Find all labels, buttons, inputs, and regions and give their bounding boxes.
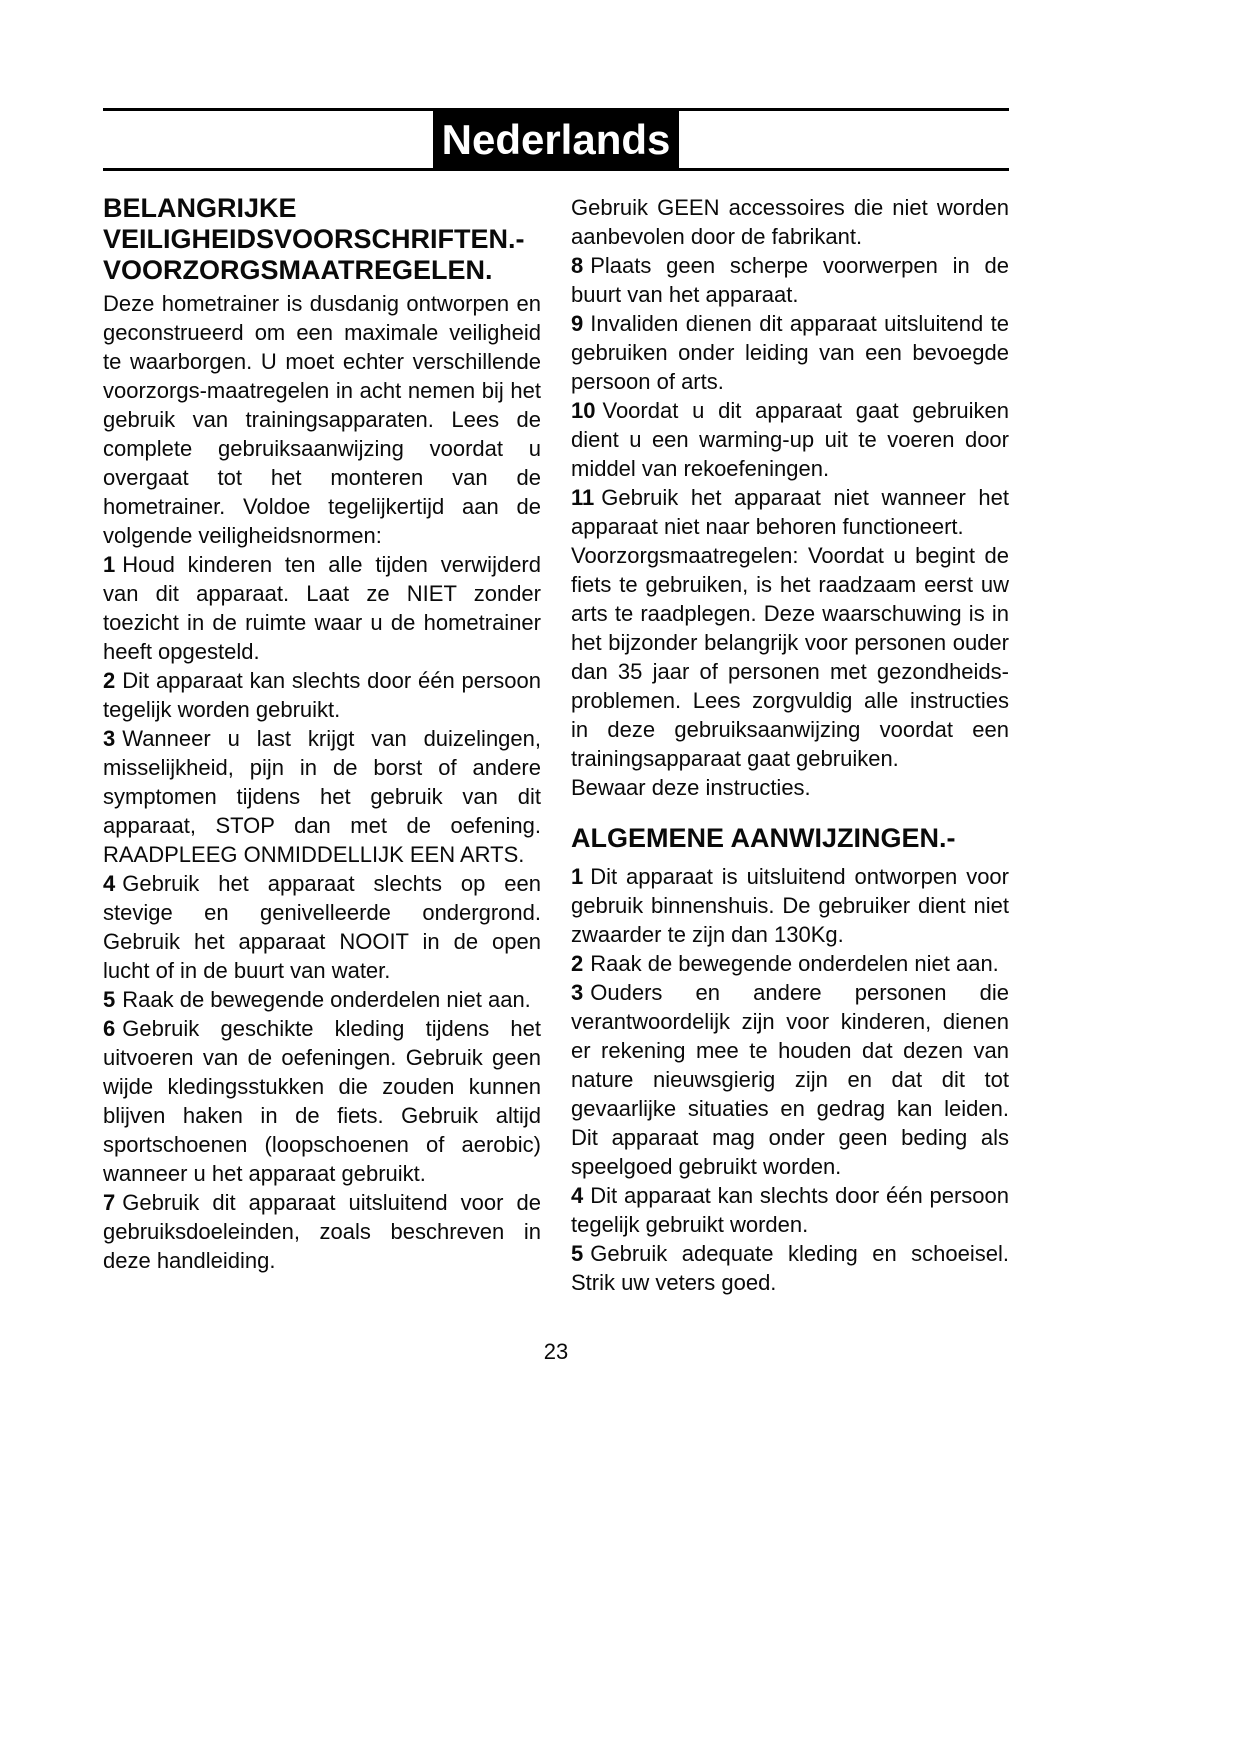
item-number: 10 — [571, 398, 596, 423]
page-title: Nederlands — [433, 111, 680, 168]
item-text: Invaliden dienen dit apparaat uitsluitend te gebruiken onder leiding van een bevoegde persoon of arts. — [571, 311, 1009, 394]
item-text: Gebruik het apparaat slechts op een stevige en genivelleerde ondergrond. Gebruik het apparaat NOOIT in de open lucht of in de buurt van water. — [103, 871, 541, 983]
numbered-item — [571, 396, 1009, 483]
item-number: 11 — [571, 485, 595, 510]
item-text: Dit apparaat kan slechts door één persoon tegelijk worden gebruikt. — [103, 668, 541, 722]
paragraph-text: Gebruik GEEN accessoires die niet worden aanbevolen door de fabrikant. — [571, 195, 1009, 249]
intro-paragraph — [103, 289, 541, 550]
item-number: 7 — [103, 1190, 116, 1215]
numbered-item — [571, 251, 1009, 309]
numbered-item — [103, 869, 541, 985]
item-number: 6 — [103, 1016, 116, 1041]
safety-heading-line: VEILIGHEIDSVOORSCHRIFTEN.- — [103, 224, 525, 254]
numbered-item — [571, 1239, 1009, 1297]
two-column-body — [103, 193, 1009, 1297]
right-column — [571, 193, 1009, 1297]
item-number: 2 — [103, 668, 116, 693]
numbered-item — [571, 309, 1009, 396]
numbered-item — [571, 978, 1009, 1181]
item-text: Gebruik adequate kleding en schoeisel. Strik uw veters goed. — [571, 1241, 1009, 1295]
numbered-item — [571, 862, 1009, 949]
numbered-item — [103, 1014, 541, 1188]
item-number: 1 — [571, 864, 584, 889]
item-number: 4 — [103, 871, 116, 896]
item-number: 5 — [571, 1241, 584, 1266]
item-number: 1 — [103, 552, 116, 577]
page-number: 23 — [543, 1339, 569, 1364]
item-text: Raak de bewegende onderdelen niet aan. — [122, 987, 531, 1012]
item-text: Gebruik het apparaat niet wanneer het apparaat niet naar behoren functioneert. — [571, 485, 1009, 539]
numbered-item — [571, 1181, 1009, 1239]
continuation-paragraph — [571, 193, 1009, 251]
safety-heading-line: BELANGRIJKE — [103, 193, 297, 223]
numbered-item — [571, 483, 1009, 541]
item-number: 4 — [571, 1183, 584, 1208]
item-text: Gebruik dit apparaat uitsluitend voor de gebruiksdoeleinden, zoals beschreven in deze handleiding. — [103, 1190, 541, 1273]
precautions-paragraph — [571, 541, 1009, 773]
item-text: Dit apparaat is uitsluitend ontworpen voor gebruik binnenshuis. De gebruiker dient niet zwaarder te zijn dan 130Kg. — [571, 864, 1009, 947]
item-text: Wanneer u last krijgt van duizelingen, misselijkheid, pijn in de borst of andere symptomen tijdens het gebruik van dit apparaat, STOP dan met de oefening. RAADPLEEG ONMIDDELLIJK EEN ARTS. — [103, 726, 541, 867]
item-number: 2 — [571, 951, 584, 976]
paragraph-text: Deze hometrainer is dusdanig ontworpen en geconstrueerd om een maximale veiligheid te waarborgen. U moet echter verschillende voorzorgs-maatregelen in acht nemen bij het gebruik van trainingsapparaten. Lees de complete gebruiksaanwijzing voordat u overgaat tot het monteren van de hometrainer. Voldoe tegelijkertijd aan de volgende veiligheidsnormen: — [103, 291, 541, 548]
item-text: Ouders en andere personen die verantwoordelijk zijn voor kinderen, dienen er rekening mee te houden dat dezen van nature nieuwsgierig zijn en dat dit tot gevaarlijke situaties en gedrag kan leiden. Dit apparaat mag onder geen beding als speelgoed gebruikt worden. — [571, 980, 1009, 1179]
numbered-item — [103, 1188, 541, 1275]
item-number: 5 — [103, 987, 116, 1012]
item-number: 9 — [571, 311, 584, 336]
numbered-item — [103, 666, 541, 724]
numbered-item — [103, 985, 541, 1014]
paragraph-text: Voorzorgsmaatregelen: Voordat u begint de fiets te gebruiken, is het raadzaam eerst uw arts te raadplegen. Deze waarschuwing is in het bijzonder belangrijk voor personen ouder dan 35 jaar of personen met gezondheids-problemen. Lees zorgvuldig alle instructies in deze gebruiksaanwijzing voordat een trainingsapparaat gaat gebruiken. — [571, 543, 1009, 771]
safety-heading — [103, 193, 541, 286]
item-number: 8 — [571, 253, 584, 278]
item-text: Gebruik geschikte kleding tijdens het uitvoeren van de oefeningen. Gebruik geen wijde kledingsstukken die zouden kunnen blijven haken in de fiets. Gebruik altijd sportschoenen (loopschoenen of aerobic) wanneer u het apparaat gebruikt. — [103, 1016, 541, 1186]
left-column — [103, 193, 541, 1297]
general-directions-heading: ALGEMENE AANWIJZINGEN.- — [571, 823, 956, 853]
safety-heading-line: VOORZORGSMAATREGELEN. — [103, 255, 493, 285]
item-text: Raak de bewegende onderdelen niet aan. — [590, 951, 999, 976]
item-number: 3 — [571, 980, 584, 1005]
item-text: Houd kinderen ten alle tijden verwijderd van dit apparaat. Laat ze NIET zonder toezicht in de ruimte waar u de hometrainer heeft opgesteld. — [103, 552, 541, 664]
keep-instructions-paragraph — [571, 773, 1009, 802]
item-number: 3 — [103, 726, 116, 751]
numbered-item — [571, 949, 1009, 978]
title-band — [103, 108, 1009, 171]
paragraph-text: Bewaar deze instructies. — [571, 775, 811, 800]
item-text: Voordat u dit apparaat gaat gebruiken dient u een warming-up uit te voeren door middel van rekoefeningen. — [571, 398, 1009, 481]
numbered-item — [103, 550, 541, 666]
item-text: Dit apparaat kan slechts door één persoon tegelijk gebruikt worden. — [571, 1183, 1009, 1237]
item-text: Plaats geen scherpe voorwerpen in de buurt van het apparaat. — [571, 253, 1009, 307]
numbered-item — [103, 724, 541, 869]
